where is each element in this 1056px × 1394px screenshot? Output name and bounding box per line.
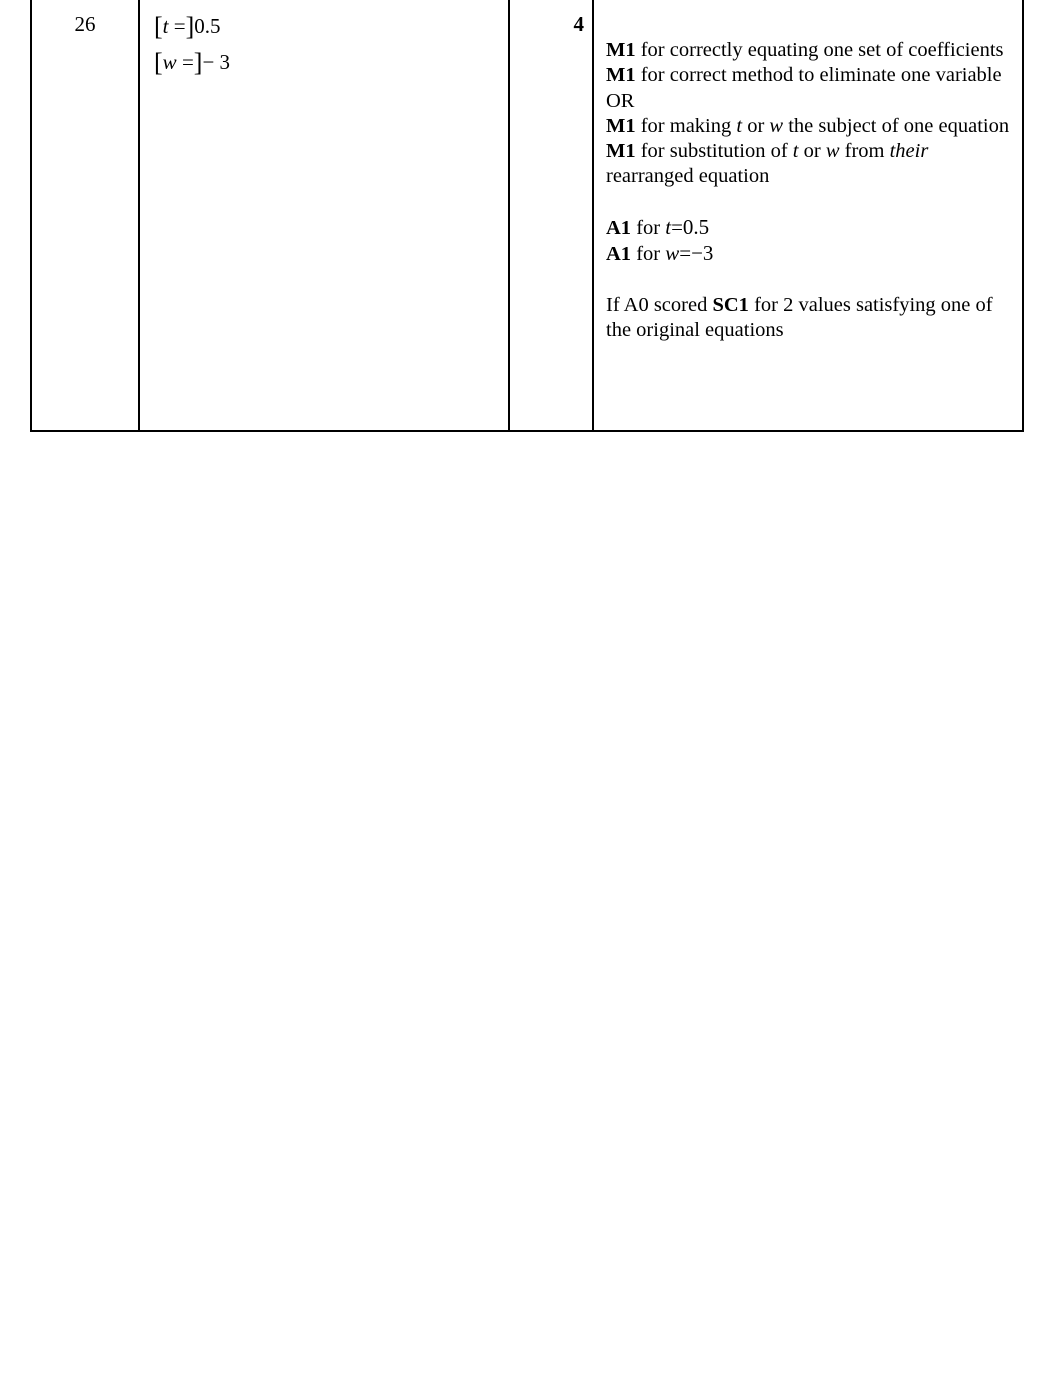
spacer — [606, 190, 1010, 215]
guidance-or: OR — [606, 89, 635, 112]
marks-value: 4 — [573, 12, 584, 36]
spacer — [606, 268, 1010, 293]
left-bracket: [ — [154, 48, 163, 77]
answer-w — [154, 48, 230, 78]
mark-scheme-row — [30, 0, 1024, 432]
variable: t — [736, 114, 743, 137]
guidance-text-run: for correct method to eliminate one variable — [640, 64, 1002, 87]
answer-w-eq: = — [181, 50, 194, 74]
guidance-emphasis: their — [889, 140, 929, 163]
left-bracket: [ — [154, 12, 163, 41]
guidance-text-run: for correctly equating one set of coefficients — [640, 39, 1004, 61]
guidance-text-run: or — [803, 140, 821, 163]
mark-code: SC1 — [712, 293, 749, 316]
mark-code: M1 — [606, 39, 636, 61]
guidance-text-run: for 2 values satisfying one of the original equations — [606, 293, 993, 342]
mark-code: A1 — [606, 243, 632, 266]
mark-code: M1 — [606, 140, 636, 163]
mark-code: A1 — [606, 217, 632, 240]
answer-t-eq: = — [173, 14, 186, 38]
guidance-m1-equate — [606, 38, 1010, 63]
guidance-text-run: the subject of one equation — [788, 114, 1010, 137]
variable: t — [665, 215, 672, 240]
variable: w — [665, 241, 680, 266]
answer-t-value: 0.5 — [194, 14, 221, 38]
variable: t — [792, 140, 799, 163]
variable: w — [825, 140, 840, 163]
guidance-m1-eliminate — [606, 63, 1010, 88]
guidance-m1-substitution — [606, 139, 1010, 190]
guidance-sc1 — [606, 293, 1010, 344]
guidance-text-run: for — [636, 243, 661, 266]
answer-cell — [140, 0, 510, 430]
question-cell — [32, 0, 140, 430]
guidance-text-run: for making — [640, 114, 732, 137]
guidance-a1-w — [606, 241, 1010, 267]
guidance-value: =0.5 — [671, 215, 710, 240]
guidance-m1-subject — [606, 114, 1010, 139]
guidance-text — [606, 38, 1010, 344]
answer-w-value: − 3 — [202, 50, 231, 74]
guidance-text-run: from — [844, 140, 885, 163]
answer-w-var: w — [162, 50, 177, 74]
guidance-text-run: rearranged equation — [606, 165, 770, 188]
right-bracket: ] — [193, 48, 203, 77]
guidance-value: =−3 — [679, 241, 714, 266]
guidance-a1-t — [606, 215, 1010, 241]
marks-cell — [510, 0, 594, 430]
right-bracket: ] — [185, 12, 195, 41]
guidance-text-run: or — [747, 114, 765, 137]
answer-t-var: t — [162, 14, 169, 38]
guidance-cell — [594, 0, 1022, 430]
question-number: 26 — [74, 12, 96, 36]
mark-code: M1 — [606, 64, 636, 87]
guidance-text-run: for — [636, 217, 661, 240]
guidance-text-run: for substitution of — [640, 140, 788, 163]
mark-code: M1 — [606, 114, 636, 137]
answer-t — [154, 12, 221, 42]
guidance-text-run: If A0 scored — [606, 293, 708, 316]
variable: w — [769, 114, 784, 137]
